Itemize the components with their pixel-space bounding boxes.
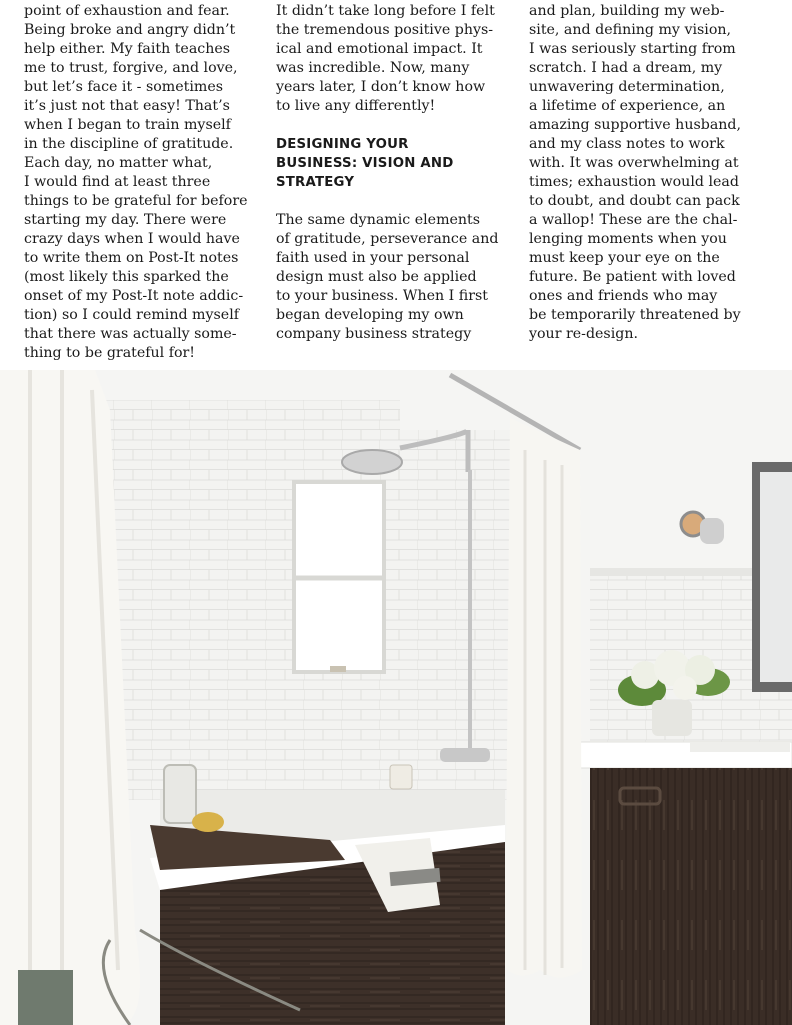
text-line: things to be grateful for before <box>24 193 248 209</box>
text-line: in the discipline of gratitude. <box>24 136 234 152</box>
window-latch <box>330 666 346 672</box>
text-line: with. It was overwhelming at <box>529 155 739 171</box>
text-line: It didn’t take long before I felt <box>276 3 495 19</box>
text-line: it’s just not that easy! That’s <box>24 98 230 114</box>
text-line: scratch. I had a dream, my <box>529 60 723 76</box>
text-line: ones and friends who may <box>529 288 718 304</box>
text-line: amazing supportive husband, <box>529 117 742 133</box>
heading-line: STRATEGY <box>276 175 355 190</box>
text-line: thing to be grateful for! <box>24 345 195 361</box>
text-line: Each day, no matter what, <box>24 155 213 171</box>
shower-head <box>342 450 402 474</box>
paragraph-gap <box>276 192 516 211</box>
text-line: tion) so I could remind myself <box>24 307 239 323</box>
text-line: must keep your eye on the <box>529 250 720 266</box>
text-line: point of exhaustion and fear. <box>24 3 230 19</box>
text-line: design must also be applied <box>276 269 477 285</box>
text-line: company business strategy <box>276 326 472 342</box>
text-line: and my class notes to work <box>529 136 725 152</box>
tub-faucet <box>440 748 490 762</box>
text-line: site, and defining my vision, <box>529 22 732 38</box>
article-column-1 <box>24 2 264 363</box>
text-line: to doubt, and doubt can pack <box>529 193 740 209</box>
bathroom-photo <box>0 370 792 1025</box>
text-line: (most likely this sparked the <box>24 269 229 285</box>
text-line: I would find at least three <box>24 174 211 190</box>
text-line: to write them on Post-It notes <box>24 250 239 266</box>
cabinet-mirror <box>760 472 792 682</box>
candle-jar <box>390 765 412 789</box>
text-line: and plan, building my web- <box>529 3 725 19</box>
sponge <box>192 812 224 832</box>
text-line: to your business. When I first <box>276 288 488 304</box>
vanity-cabinet <box>590 768 792 1025</box>
text-line: crazy days when I would have <box>24 231 240 247</box>
text-line: onset of my Post-It note addic- <box>24 288 244 304</box>
text-line: of gratitude, perseverance and <box>276 231 499 247</box>
text-line: began developing my own <box>276 307 464 323</box>
text-line: future. Be patient with loved <box>529 269 736 285</box>
text-line: that there was actually some- <box>24 326 237 342</box>
text-line: a wallop! These are the chal- <box>529 212 738 228</box>
article-column-2 <box>276 2 516 344</box>
vanity-sink <box>690 742 790 752</box>
text-line: but let’s face it - sometimes <box>24 79 224 95</box>
text-line: times; exhaustion would lead <box>529 174 739 190</box>
text-line: your re-design. <box>529 326 638 342</box>
text-line: the tremendous positive phys- <box>276 22 494 38</box>
text-line: ical and emotional impact. It <box>276 41 483 57</box>
section-heading <box>276 135 516 192</box>
heading-line: DESIGNING YOUR <box>276 137 409 152</box>
text-line: me to trust, forgive, and love, <box>24 60 238 76</box>
text-line: a lifetime of experience, an <box>529 98 726 114</box>
text-line: when I began to train myself <box>24 117 231 133</box>
article-column-3 <box>529 2 769 344</box>
heading-line: BUSINESS: VISION AND <box>276 156 454 171</box>
text-line: help either. My faith teaches <box>24 41 231 57</box>
tile-wall-center <box>400 430 510 800</box>
text-line: lenging moments when you <box>529 231 727 247</box>
stacked-towels <box>18 970 73 1025</box>
text-line: years later, I don’t know how <box>276 79 486 95</box>
sconce-plate <box>700 518 724 544</box>
text-line: The same dynamic elements <box>276 212 481 228</box>
text-line: Being broke and angry didn’t <box>24 22 236 38</box>
glass-jar <box>164 765 196 823</box>
text-line: starting my day. There were <box>24 212 227 228</box>
article-columns <box>0 0 792 370</box>
text-line: unwavering determination, <box>529 79 725 95</box>
text-line: be temporarily threatened by <box>529 307 741 323</box>
bathroom-illustration <box>0 370 792 1025</box>
paragraph-gap <box>276 116 516 135</box>
text-line: I was seriously starting from <box>529 41 736 57</box>
text-line: faith used in your personal <box>276 250 470 266</box>
text-line: was incredible. Now, many <box>276 60 470 76</box>
text-line: to live any differently! <box>276 98 436 114</box>
